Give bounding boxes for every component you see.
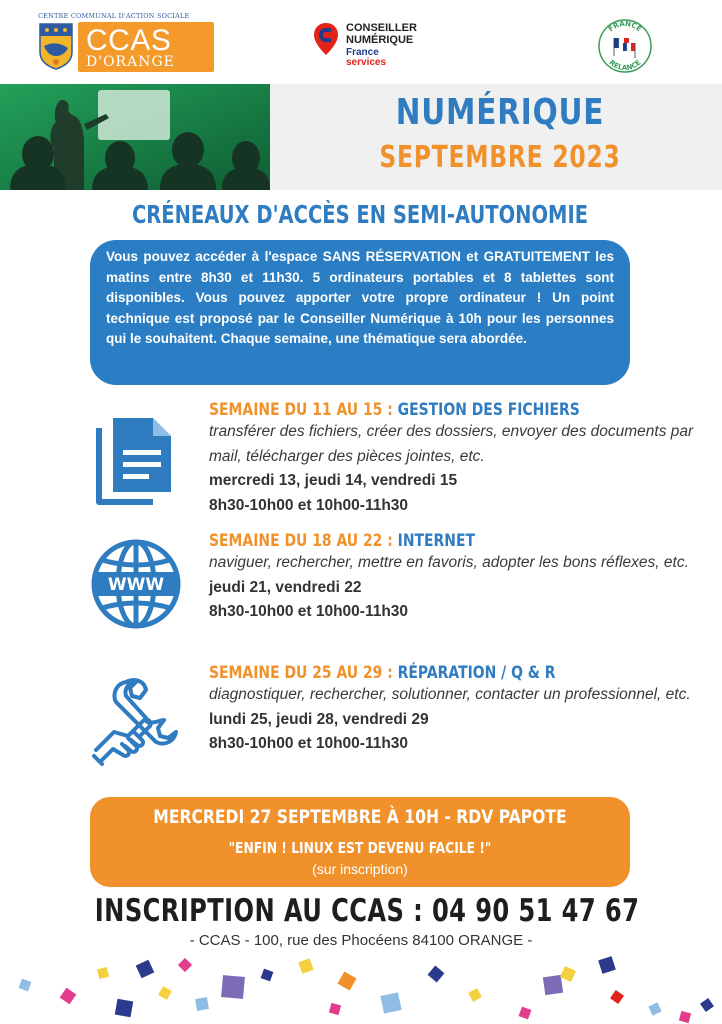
relance-logo-bottom: RELANCE bbox=[607, 58, 643, 73]
week-2-theme: INTERNET bbox=[397, 531, 475, 551]
confetti-decoration bbox=[0, 950, 722, 1024]
week-3-description: diagnostiquer, rechercher, solutionner, contacter un professionnel, etc. bbox=[209, 686, 691, 703]
week-1-label: SEMAINE DU 11 AU 15 : bbox=[209, 400, 393, 420]
ccas-logo-main-text: CCAS bbox=[86, 24, 172, 57]
ccas-logo-plate bbox=[78, 22, 214, 72]
orange-coat-of-arms-icon bbox=[38, 22, 74, 70]
week-3-days: lundi 25, jeudi 28, vendredi 29 bbox=[209, 710, 429, 728]
week-2-hours: 8h30-10h00 et 10h00-11h30 bbox=[209, 603, 409, 620]
header-banner bbox=[0, 84, 722, 190]
ccas-logo-sub-text: D'ORANGE bbox=[86, 54, 175, 70]
week-1-description: transférer des fichiers, créer des dossiers, envoyer des documents par mail, télécharger des pièces jointes, etc. bbox=[209, 423, 694, 465]
cn-logo-line1: CONSEILLER bbox=[346, 22, 417, 34]
week-3-heading bbox=[209, 663, 611, 683]
svg-text:WWW: WWW bbox=[107, 575, 165, 595]
week-3-hours: 8h30-10h00 et 10h00-11h30 bbox=[209, 735, 409, 752]
week-1-heading bbox=[209, 400, 611, 420]
section-title: CRÉNEAUX D'ACCÈS EN SEMI-AUTONOMIE bbox=[131, 200, 589, 229]
week-1-theme: GESTION DES FICHIERS bbox=[397, 400, 580, 420]
intro-box bbox=[90, 240, 630, 385]
banner-title: NUMÉRIQUE bbox=[395, 92, 605, 133]
week-3-theme: RÉPARATION / Q & R bbox=[397, 663, 556, 683]
week-3-block bbox=[209, 663, 699, 757]
week-2-block bbox=[209, 531, 699, 625]
week-1-hours: 8h30-10h00 et 10h00-11h30 bbox=[209, 496, 409, 514]
relance-logo-top: FRANCE bbox=[607, 19, 643, 34]
week-2-days: jeudi 21, vendredi 22 bbox=[209, 578, 362, 596]
document-icon bbox=[95, 416, 175, 506]
week-2-heading bbox=[209, 531, 611, 551]
cn-logo-line3: France bbox=[346, 47, 379, 58]
event-note: (sur inscription) bbox=[312, 861, 408, 877]
address: - CCAS - 100, rue des Phocéens 84100 ORANGE - bbox=[189, 932, 533, 949]
globe-www-icon bbox=[90, 538, 182, 630]
cn-logo-line2: NUMÉRIQUE bbox=[346, 34, 414, 46]
wrench-hand-icon bbox=[92, 676, 188, 768]
event-title: MERCREDI 27 SEPTEMBRE À 10H - RDV PAPOTE bbox=[153, 806, 567, 828]
location-pin-icon bbox=[313, 22, 339, 56]
event-box bbox=[90, 797, 630, 887]
inscription-phone: INSCRIPTION AU CCAS : 04 90 51 47 67 bbox=[94, 893, 640, 929]
week-1-block bbox=[209, 400, 699, 518]
ccas-logo-small-text: CENTRE COMMUNAL D'ACTION SOCIALE bbox=[38, 12, 190, 20]
intro-text: Vous pouvez accéder à l'espace SANS RÉSERVATION et GRATUITEMENT les matins entre 8h30 et 11h30. 5 ordinateurs portables et 8 tablettes sont disponibles. Vous pouvez apporter votre propre ordinateur ! Un point technique est proposé par le Conseiller Numérique à 10h pour les personnes qui le souhaitent. Chaque semaine, une thématique sera abordée. bbox=[106, 249, 614, 346]
cn-logo-line4: services bbox=[346, 57, 387, 68]
classroom-illustration bbox=[0, 84, 270, 190]
week-3-label: SEMAINE DU 25 AU 29 : bbox=[209, 663, 393, 683]
conseiller-numerique-logo bbox=[313, 20, 433, 70]
week-2-description: naviguer, rechercher, mettre en favoris, adopter les bons réflexes, etc. bbox=[209, 554, 689, 571]
banner-subtitle: SEPTEMBRE 2023 bbox=[379, 140, 621, 175]
ccas-logo bbox=[34, 12, 190, 74]
week-2-label: SEMAINE DU 18 AU 22 : bbox=[209, 531, 393, 551]
event-subtitle: "ENFIN ! LINUX EST DEVENU FACILE !" bbox=[228, 839, 492, 857]
france-relance-logo bbox=[597, 18, 653, 74]
week-1-days: mercredi 13, jeudi 14, vendredi 15 bbox=[209, 472, 458, 489]
